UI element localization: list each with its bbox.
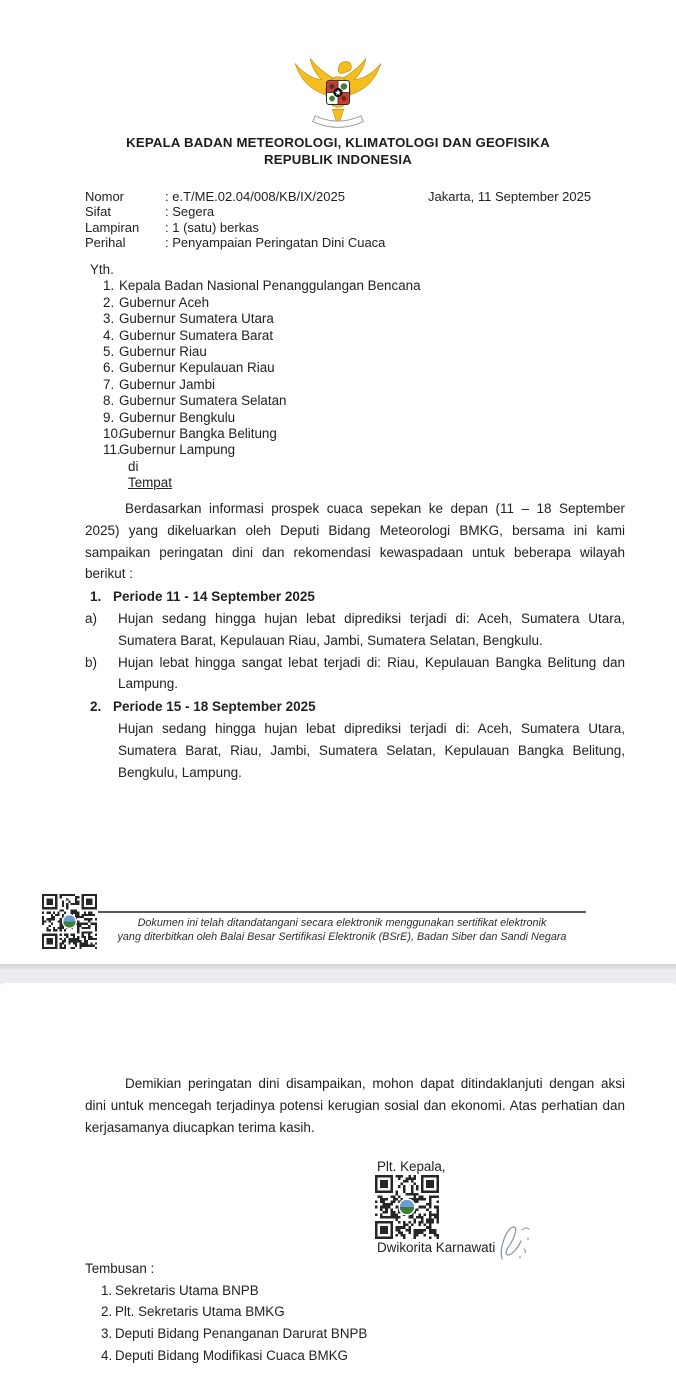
recipient-name: Gubernur Kepulauan Riau: [119, 360, 275, 376]
meta-row-nomor: [85, 189, 385, 204]
recipient-name: Gubernur Sumatera Selatan: [119, 393, 287, 409]
recipient-name: Gubernur Riau: [119, 344, 207, 360]
recipient-row: [90, 344, 421, 360]
tembusan-list: [85, 1280, 367, 1367]
recipient-name: Gubernur Bengkulu: [119, 409, 236, 425]
dateline: Jakarta, 11 September 2025: [428, 189, 592, 204]
recipient-row: [90, 328, 421, 344]
section-item: [85, 718, 625, 783]
tembusan-row: [85, 1323, 367, 1345]
recipient-number: 5.: [103, 344, 115, 360]
tembusan-row: [85, 1345, 367, 1367]
recipient-row: [90, 393, 421, 409]
recipient-number: 3.: [103, 311, 115, 327]
recipients-place: Tempat: [128, 475, 172, 491]
item-marker: b): [85, 654, 98, 670]
meta-value: : 1 (satu) berkas: [165, 219, 259, 235]
letterhead-org-line1: KEPALA BADAN METEOROLOGI, KLIMATOLOGI DAN GEOFISIKA: [126, 135, 550, 150]
item-text: Hujan sedang hingga hujan lebat diprediksi terjadi di: Aceh, Sumatera Utara, Sumatera Barat, Riau, Jambi, Sumatera Selatan, Kepulauan Bangka Belitung, Bengkulu, Lampung.: [118, 720, 625, 780]
recipient-number: 9.: [103, 409, 115, 425]
recipient-row: [90, 410, 421, 426]
item-text: Hujan sedang hingga hujan lebat diprediksi terjadi di: Aceh, Sumatera Utara, Sumatera Barat, Kepulauan Riau, Jambi, Sumatera Selatan, Bengkulu.: [118, 610, 625, 648]
signature-qr-code-icon: [375, 1175, 439, 1239]
recipient-name: Kepala Badan Nasional Penanggulangan Bencana: [119, 278, 421, 294]
opening-paragraph: Berdasarkan informasi prospek cuaca sepekan ke depan (11 – 18 September 2025) yang dikeluarkan oleh Deputi Bidang Meteorologi BMKG, bersama ini kami sampaikan peringatan dini dan rekomendasi kewaspadaan untuk beberapa wilayah berikut :: [85, 501, 625, 582]
garuda-pancasila-emblem: [290, 52, 386, 134]
recipients-at: di: [128, 458, 139, 474]
esign-note-line1: Dokumen ini telah ditandatangani secara elektronik menggunakan sertifikat elektronik: [137, 917, 547, 929]
recipient-number: 1.: [103, 278, 115, 294]
letter-meta-block: [85, 189, 385, 251]
salutation: Yth.: [90, 262, 114, 277]
meta-label: Perihal: [85, 235, 126, 251]
meta-value: : e.T/ME.02.04/008/KB/IX/2025: [165, 189, 345, 204]
section-number: 1.: [90, 589, 102, 605]
meta-row-lampiran: [85, 220, 385, 235]
esign-qr-code-icon: [42, 894, 97, 949]
recipient-number: 4.: [103, 327, 115, 343]
meta-value: : Penyampaian Peringatan Dini Cuaca: [165, 235, 386, 251]
section-number: 2.: [90, 699, 102, 715]
esign-note-line2: yang diterbitkan oleh Balai Besar Sertifikasi Elektronik (BSrE), Badan Siber dan Sandi Negara: [117, 930, 567, 943]
page-separator: [0, 964, 676, 983]
meta-row-perihal: [85, 235, 385, 250]
recipient-number: 11.: [103, 442, 121, 458]
item-text: Hujan lebat hingga sangat lebat terjadi di: Riau, Kepulauan Bangka Belitung dan Lampung.: [118, 654, 625, 692]
section-item: [85, 652, 625, 696]
recipient-name: Gubernur Aceh: [119, 294, 210, 310]
signatory-name: Dwikorita Karnawati: [377, 1240, 496, 1255]
section-title: Periode 15 - 18 September 2025: [113, 699, 316, 715]
tembusan-text: Deputi Bidang Modifikasi Cuaca BMKG: [115, 1347, 348, 1363]
recipient-row: [90, 360, 421, 376]
tembusan-number: 1.: [101, 1282, 113, 1298]
tembusan-row: [85, 1301, 367, 1323]
recipient-number: 6.: [103, 360, 115, 376]
closing-paragraph: Demikian peringatan dini disampaikan, mohon dapat ditindaklanjuti dengan aksi dini untuk mencegah terjadinya potensi kerugian sosial dan ekonomi. Atas perhatian dan kerjasamanya diucapkan terima kasih.: [85, 1076, 625, 1135]
letter-body: [85, 498, 625, 783]
signatory-title: Plt. Kepala,: [377, 1159, 446, 1174]
recipient-row: [90, 278, 421, 294]
section-title: Periode 11 - 14 September 2025: [113, 589, 315, 605]
tembusan-label: Tembusan :: [85, 1261, 155, 1276]
recipient-row: [90, 311, 421, 327]
letterhead-org-line2: REPUBLIK INDONESIA: [264, 152, 412, 167]
tembusan-text: Sekretaris Utama BNPB: [115, 1282, 259, 1298]
recipient-row: [90, 377, 421, 393]
meta-label: Lampiran: [85, 219, 140, 235]
section-heading-2: [85, 696, 625, 718]
tembusan-number: 3.: [101, 1326, 113, 1342]
tembusan-number: 4.: [101, 1347, 113, 1363]
item-marker: a): [85, 610, 98, 626]
tembusan-number: 2.: [101, 1304, 113, 1320]
meta-label: Sifat: [85, 204, 112, 220]
recipient-number: 7.: [103, 376, 115, 392]
recipient-row: [90, 442, 421, 458]
esign-divider: [98, 911, 586, 913]
recipient-name: Gubernur Jambi: [119, 376, 216, 392]
recipient-name: Gubernur Lampung: [119, 442, 236, 458]
tembusan-text: Deputi Bidang Penanganan Darurat BNPB: [115, 1326, 368, 1342]
tembusan-row: [85, 1280, 367, 1302]
recipient-number: 2.: [103, 294, 115, 310]
meta-value: : Segera: [165, 204, 215, 220]
recipient-row: [90, 426, 421, 442]
tembusan-text: Plt. Sekretaris Utama BMKG: [115, 1304, 285, 1320]
section-heading-1: [85, 586, 625, 608]
section-item: [85, 608, 625, 652]
letterhead-title: [0, 134, 676, 168]
item-marker: [85, 718, 118, 783]
handwritten-initials-icon: [493, 1221, 538, 1265]
tembusan-block: [85, 1258, 367, 1367]
recipient-number: 10.: [103, 426, 122, 442]
recipient-name: Gubernur Sumatera Barat: [119, 327, 274, 343]
recipients-block: [90, 262, 421, 492]
meta-row-sifat: [85, 204, 385, 219]
esign-note: [98, 917, 586, 945]
recipient-number: 8.: [103, 393, 115, 409]
recipient-row: [90, 295, 421, 311]
letter-page-2: [0, 983, 676, 1380]
recipient-name: Gubernur Sumatera Utara: [119, 311, 274, 327]
recipient-name: Gubernur Bangka Belitung: [119, 426, 277, 442]
meta-label: Nomor: [85, 189, 125, 204]
